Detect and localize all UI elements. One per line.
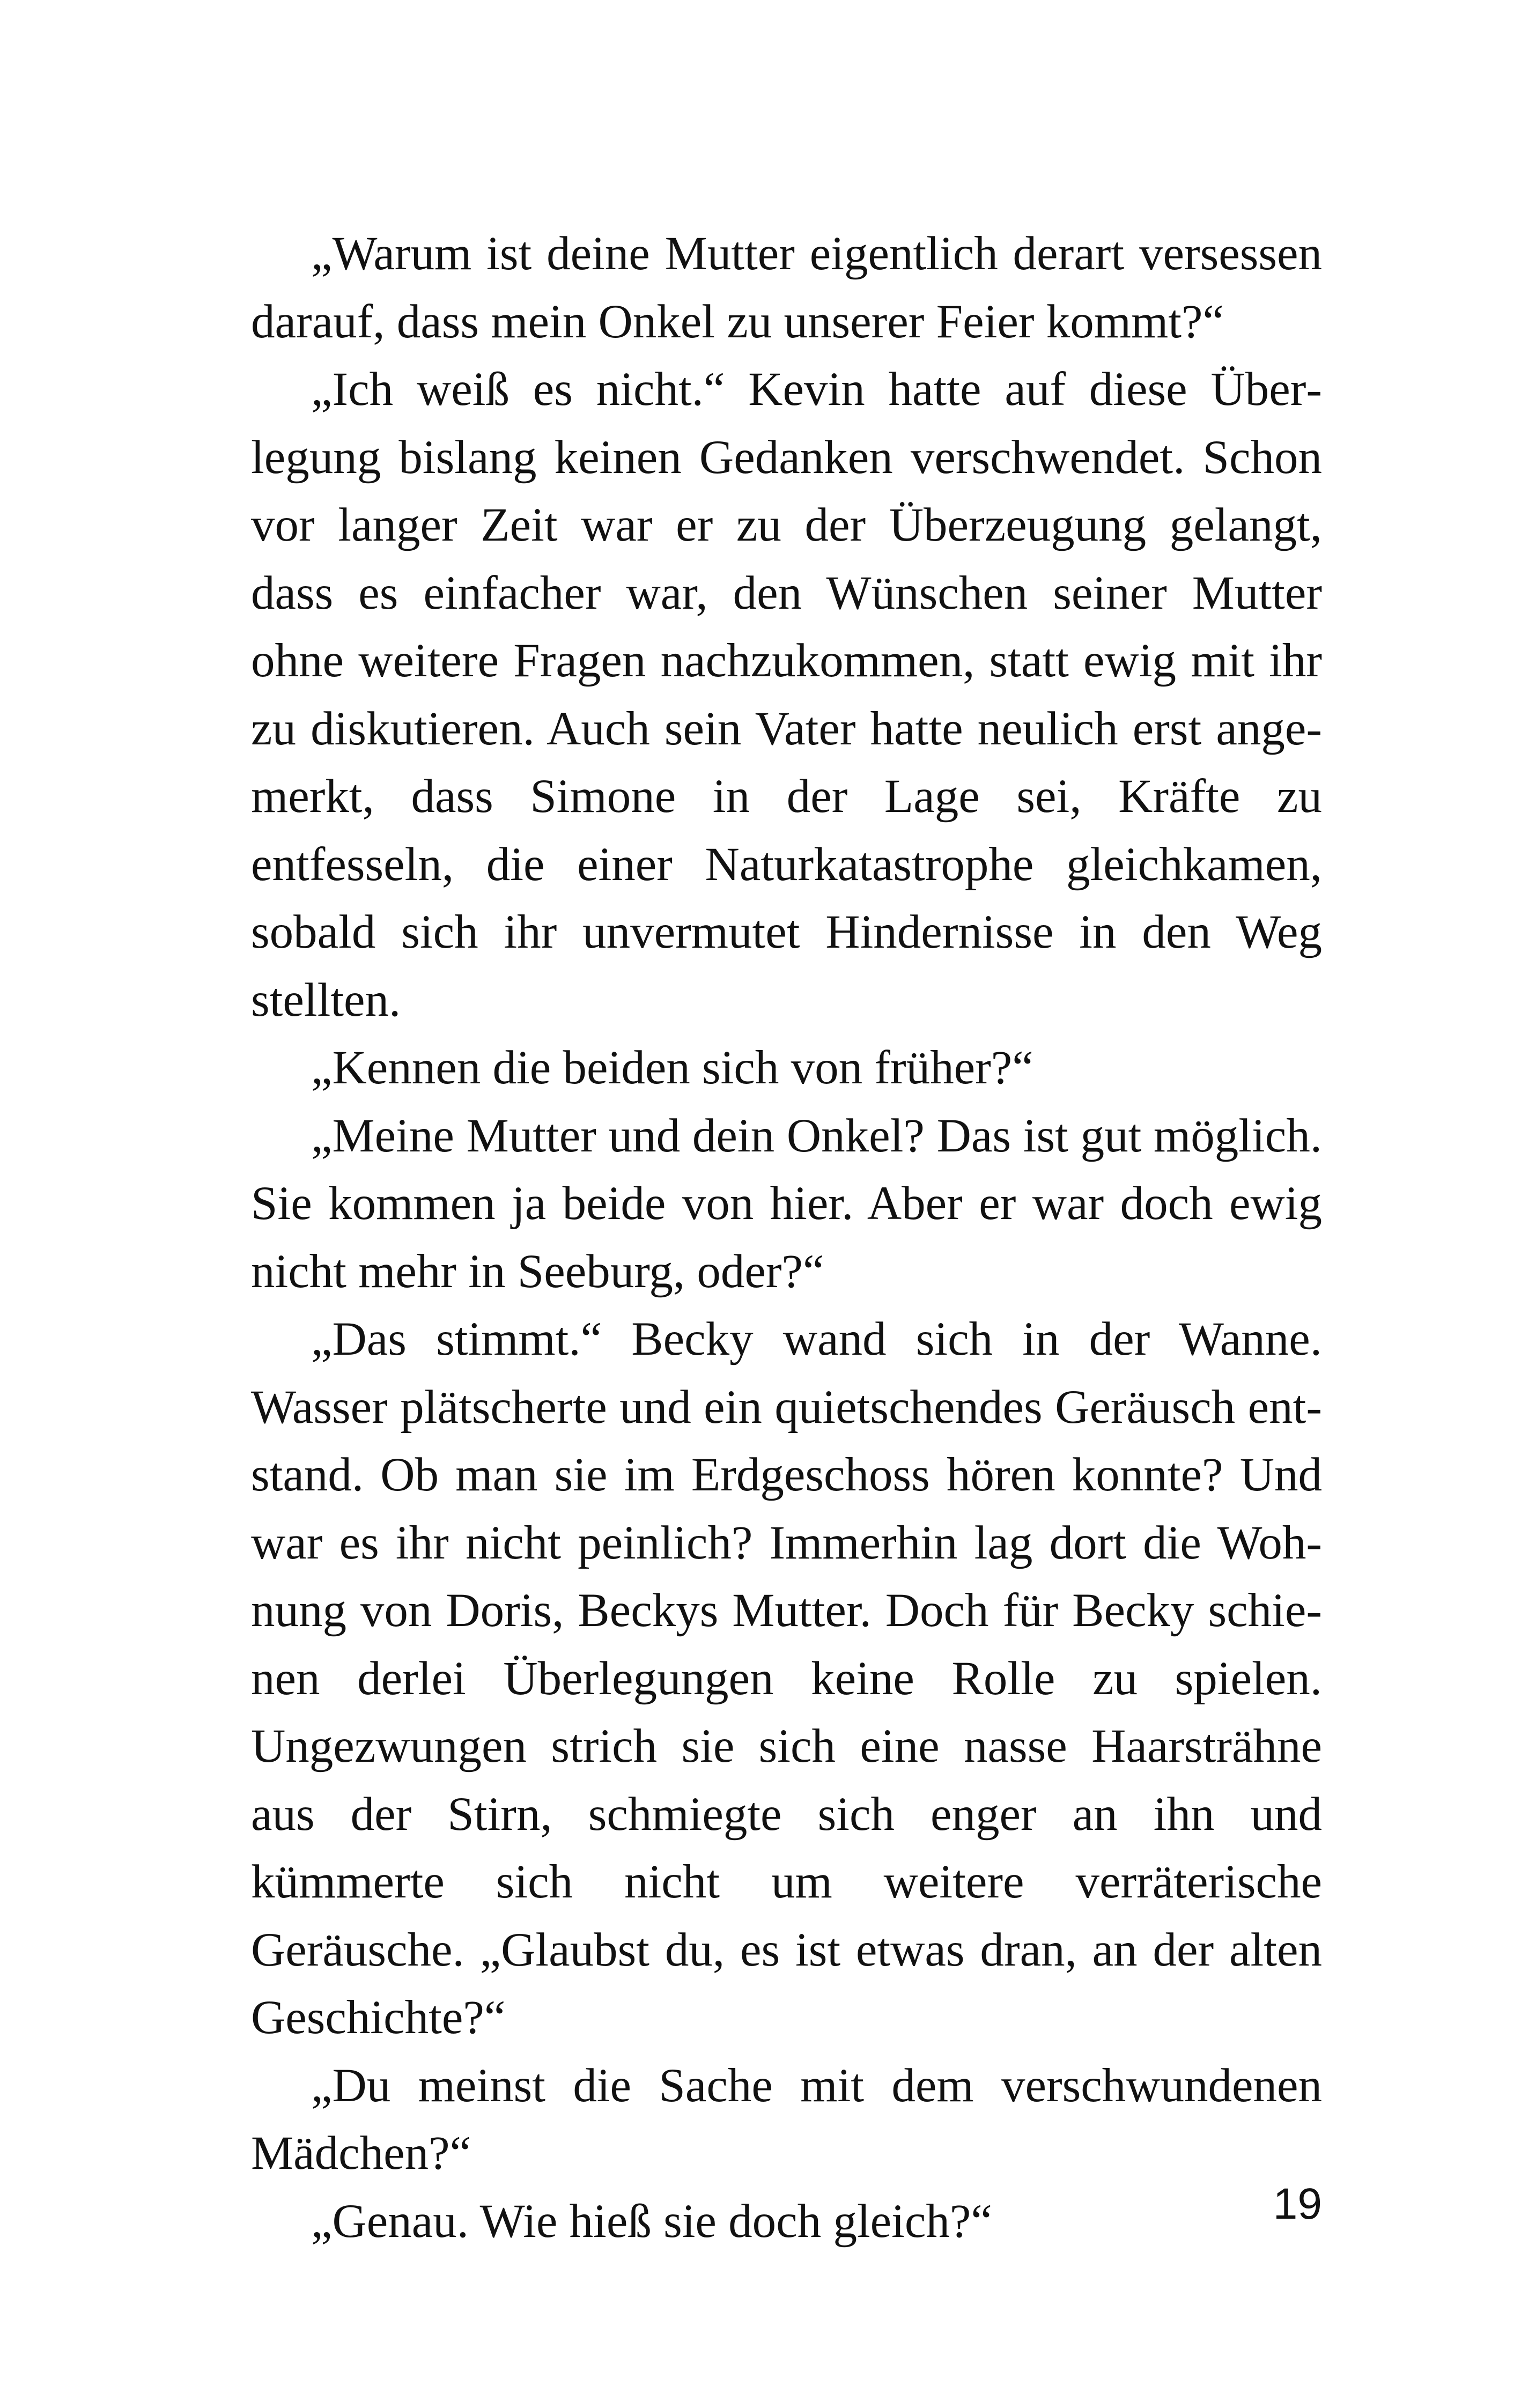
paragraph: „Genau. Wie hieß sie doch gleich?“ [311,2195,992,2248]
paragraph: „Ich weiß es nicht.“ Kevin hatte auf diese Überlegung bislang keinen Gedanken verschwendet. Schon vor langer Zeit war er zu der Überzeugung gelangt, dass es einfacher war, den Wünschen seiner Mutter ohne weitere Fragen nachzukommen, statt ewig mit ihr zu diskutieren. Auch sein Vater hatte neulich erst angemerkt, dass Simone in der Lage sei, Kräfte zu entfesseln, die einer Naturkatastrophe gleichkamen, sobald sich ihr unvermutet Hindernisse in den Weg stellten. [251,363,1322,1026]
paragraph: „Das stimmt.“ Becky wand sich in der Wanne. Wasser plätscherte und ein quietschendes Geräusch entstand. Ob man sie im Erdgeschoss hören konnte? Und war es ihr nicht peinlich? Immerhin lag dort die Wohnung von Doris, Beckys Mutter. Doch für Becky schienen derlei Überlegungen keine Rolle zu spielen. Ungezwungen strich sie sich eine nasse Haarsträhne aus der Stirn, schmiegte sich enger an ihn und kümmerte sich nicht um weitere verräterische Geräusche. „Glaubst du, es ist etwas dran, an der alten Geschichte?“ [251,1313,1322,2044]
paragraph: „Kennen die beiden sich von früher?“ [311,1042,1033,1094]
paragraph: „Warum ist deine Mutter eigentlich derart versessen darauf, dass mein Onkel zu unserer Feier kommt?“ [251,227,1322,348]
body-text [251,220,1322,2255]
page-number: 19 [1273,2180,1322,2228]
paragraph: „Du meinst die Sache mit dem verschwundenen Mädchen?“ [251,2059,1322,2180]
paragraph: „Meine Mutter und dein Onkel? Das ist gut möglich. Sie kommen ja beide von hier. Aber er war doch ewig nicht mehr in Seeburg, oder?“ [251,1109,1322,1298]
